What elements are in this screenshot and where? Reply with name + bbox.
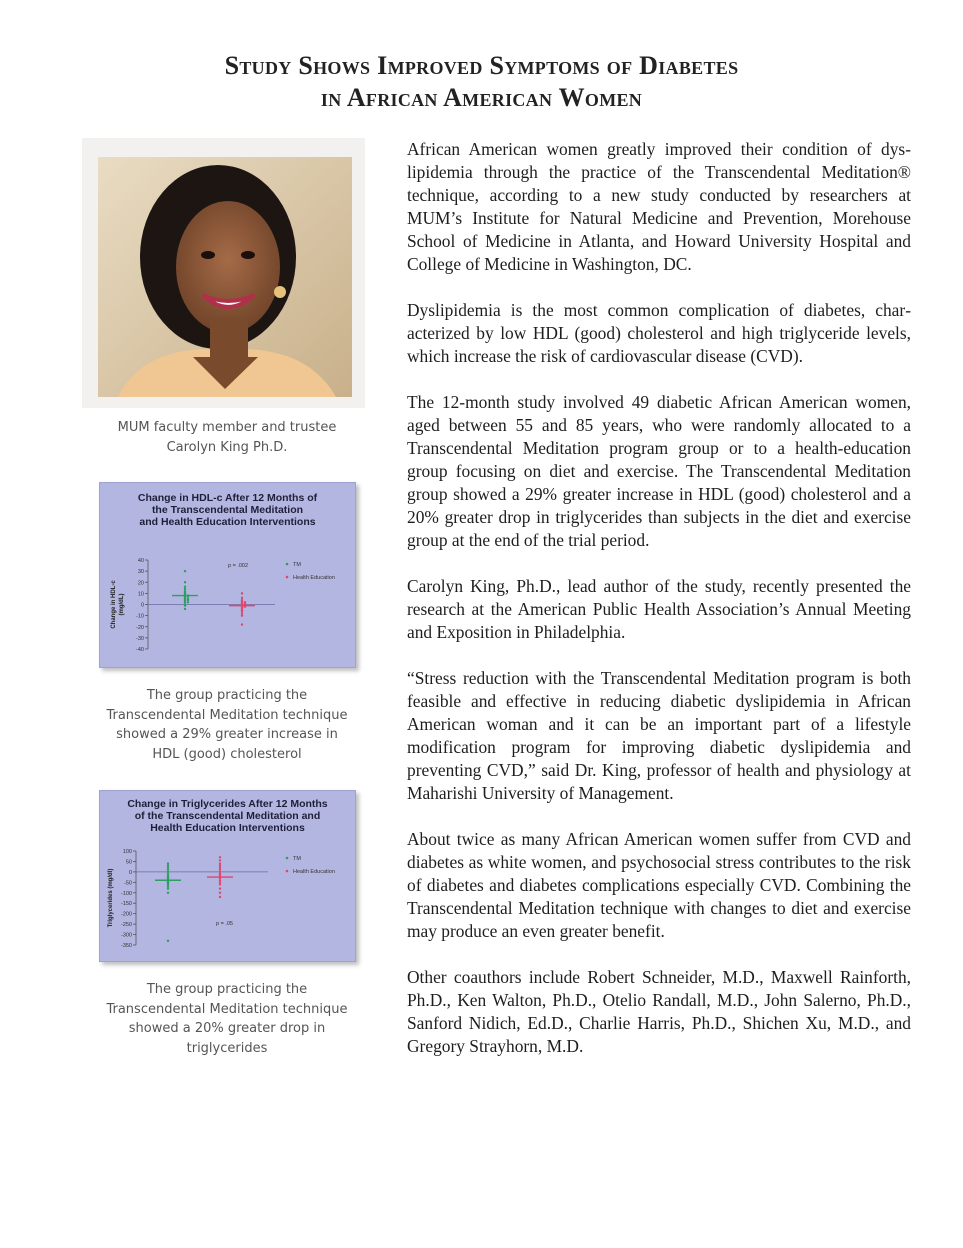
portrait-photo: [98, 157, 352, 397]
data-point: [184, 604, 186, 606]
data-point: [184, 608, 186, 610]
data-point: [219, 892, 221, 894]
data-point: [241, 614, 243, 616]
data-point: [219, 879, 221, 881]
portrait-illustration: [98, 157, 352, 397]
data-point: [167, 869, 169, 871]
y-tick-label: -350: [120, 943, 132, 949]
paragraph: Other coauthors include Robert Schneider, M.D., Maxwell Rainforth, Ph.D., Ken Walton, Ph.D., Otelio Randall, M.D., John Salerno, Ph.D., Sanford Nidich, Ed.D., Charlie Harris, Ph.D., Shichen Xu, M.D., and Gregory Strayhorn, M.D.: [407, 967, 911, 1056]
data-point: [219, 867, 221, 869]
data-point: [184, 570, 186, 572]
y-tick-label: -10: [136, 613, 144, 620]
title-line-1: Study Shows Improved Symptoms of Diabetes: [224, 51, 739, 80]
y-tick-label: -250: [120, 922, 132, 929]
data-point: [167, 871, 169, 873]
legend-label: Health Education: [293, 575, 335, 581]
data-point: [219, 881, 221, 883]
caption-line: HDL (good) cholesterol: [152, 746, 302, 762]
y-tick-label: -40: [136, 647, 144, 653]
paragraph: African American women greatly improved their condition of dyslipidemia through the practice of the Transcendental Meditation® technique, according to a new study conducted by researchers at MUM’s Institute for Natural Medicine and Prevention, Morehouse School of Medicine in Atlanta, and Howard University Hospital and College of Medicine in Washington, DC.: [407, 139, 911, 274]
data-point: [241, 610, 243, 612]
legend-marker: [286, 857, 289, 860]
data-point: [241, 597, 243, 599]
paragraph: About twice as many African American women suffer from CVD and diabetes as white women, and psychosocial stress contributes to the risk of diabetes and diabetes complications especially CVD. Combining the Transcendental Meditation technique with changes to diet and exercise may produce an even greater benefit.: [407, 829, 911, 941]
caption-line: Transcendental Meditation technique: [106, 707, 348, 723]
data-point: [187, 599, 189, 601]
y-axis-label: Change in HDL-c: [111, 580, 117, 629]
data-point: [219, 864, 221, 866]
chart-title-line: of the Transcendental Meditation and: [134, 810, 321, 822]
hdl-chart-svg: [100, 483, 355, 667]
chart-title-line: the Transcendental Meditation: [151, 504, 304, 516]
legend-label: TM: [293, 562, 301, 568]
y-axis-label: Triglycerides (mg/dl): [108, 868, 114, 928]
triglycerides-chart: [99, 790, 356, 962]
y-tick-label: 40: [137, 558, 144, 564]
paragraph: Carolyn King, Ph.D., lead author of the study, recently presented the research at the American Public Health Association’s Annual Meeting and Exposition in Philadelphia.: [407, 576, 911, 642]
chart-title-line: Change in Triglycerides After 12 Months: [127, 798, 328, 810]
data-point: [184, 601, 186, 603]
article-body: [407, 138, 911, 1081]
data-point: [219, 871, 221, 873]
y-tick-label: 10: [137, 591, 144, 598]
data-point: [184, 586, 186, 588]
data-point: [167, 862, 169, 864]
data-point: [184, 588, 186, 590]
data-point: [167, 887, 169, 889]
data-point: [167, 864, 169, 866]
photo-caption-line: MUM faculty member and trustee: [117, 420, 337, 435]
data-point: [187, 601, 189, 603]
photo-caption: [82, 418, 372, 457]
data-point: [219, 869, 221, 871]
data-point: [167, 867, 169, 869]
title-line-2: in African American Women: [320, 83, 643, 112]
legend-marker: [286, 563, 289, 566]
chart-title-line: Health Education Interventions: [150, 822, 305, 834]
y-tick-label: 0: [128, 869, 132, 876]
triglycerides-chart-svg: [100, 791, 355, 961]
data-point: [184, 581, 186, 583]
data-point: [167, 885, 169, 887]
triglycerides-chart-caption: [82, 980, 372, 1058]
data-point: [241, 612, 243, 614]
legend-label: TM: [293, 856, 301, 862]
data-point: [219, 883, 221, 885]
data-point: [219, 887, 221, 889]
caption-line: showed a 29% greater increase in: [116, 727, 338, 742]
y-axis-label: (mg/dL): [119, 593, 125, 616]
data-point: [219, 896, 221, 898]
data-point: [219, 859, 221, 861]
article-title: [0, 50, 963, 114]
photo-caption-line: Carolyn King Ph.D.: [166, 439, 288, 455]
caption-line: showed a 20% greater drop in: [128, 1021, 326, 1036]
data-point: [167, 892, 169, 894]
data-point: [219, 856, 221, 858]
y-tick-label: 30: [137, 569, 144, 576]
data-point: [167, 873, 169, 875]
y-tick-label: 50: [125, 859, 132, 866]
data-point: [167, 940, 169, 942]
paragraph: “Stress reduction with the Transcendental Meditation program is both feasible and effective in reducing diabetic dyslipidemia in African American woman and it can be an important part of a lifestyle modification program for improving diabetic dyslipidemia and preventing CVD,” said Dr. King, professor of health and physiology at Maharishi University of Management.: [407, 668, 911, 803]
caption-line: The group practicing the: [146, 982, 308, 997]
y-tick-label: -300: [120, 932, 132, 939]
y-tick-label: -50: [124, 880, 132, 887]
hdl-chart-caption: [82, 686, 372, 764]
y-tick-label: -100: [120, 890, 132, 897]
data-point: [241, 592, 243, 594]
y-tick-label: 100: [122, 849, 132, 855]
p-value-annotation: p = .05: [216, 921, 233, 927]
chart-title-line: and Health Education Interventions: [139, 516, 316, 528]
data-point: [167, 883, 169, 885]
y-tick-label: -30: [136, 635, 144, 642]
data-point: [241, 623, 243, 625]
paragraph: Dyslipidemia is the most common complication of diabetes, characterized by low HDL (good) cholesterol and high triglyceride levels, which increase the risk of cardiovascular disease (CVD).: [407, 300, 911, 366]
y-tick-label: 0: [140, 602, 144, 609]
y-tick-label: -200: [120, 911, 132, 918]
data-point: [219, 862, 221, 864]
y-tick-label: -20: [136, 624, 144, 631]
p-value-annotation: p = .002: [228, 563, 249, 569]
y-tick-label: -150: [120, 901, 132, 908]
legend-marker: [286, 870, 289, 873]
caption-line: Transcendental Meditation technique: [106, 1001, 348, 1017]
legend-label: Health Education: [293, 869, 335, 875]
caption-line: The group practicing the: [146, 688, 308, 703]
caption-line: triglycerides: [186, 1040, 268, 1056]
y-tick-label: 20: [137, 580, 144, 587]
paragraph: The 12-month study involved 49 diabetic African American women, aged between 55 and 85 years, who were randomly allocated to a Transcendental Meditation program group or to a health-education group focusing on diet and exercise. The Transcendental Meditation group showed a 29% greater increase in HDL (good) cholesterol and a 20% greater drop in triglycerides than subjects in the diet and exercise group at the end of the trial period.: [407, 392, 911, 550]
legend-marker: [286, 576, 289, 579]
hdl-chart: [99, 482, 356, 668]
chart-title-line: Change in HDL-c After 12 Months of: [137, 492, 318, 504]
